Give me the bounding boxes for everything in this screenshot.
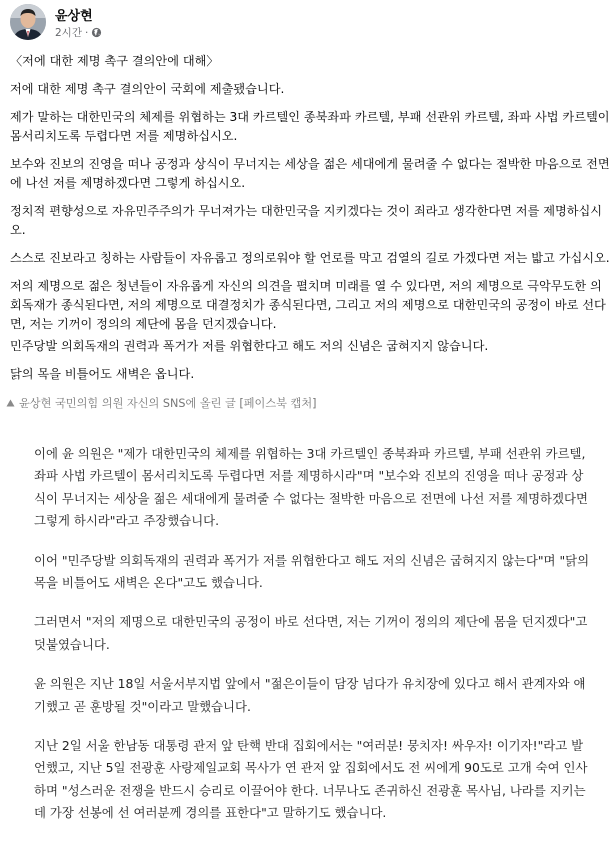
post-paragraph: 닭의 목을 비틀어도 새벽은 옵니다. [10,367,195,381]
post-author[interactable]: 윤상현 [55,9,93,24]
triangle-up-icon [6,399,15,407]
globe-icon[interactable] [91,27,102,38]
profile-photo-icon [10,4,46,40]
article-body [34,443,594,842]
post-paragraph: 저에 대한 제명 촉구 결의안이 국회에 제출됐습니다. [10,82,285,96]
caption-text: 윤상현 국민의힘 의원 자신의 SNS에 올린 글 [페이스북 캡처] [19,397,317,410]
post-paragraph: 〈저에 대한 제명 촉구 결의안에 대해〉 [10,54,219,68]
post-paragraph: 민주당발 의회독재의 권력과 폭거가 저를 위협한다고 해도 저의 신념은 굽혀지지 않습니다. [10,339,489,353]
post-paragraph: 스스로 진보라고 칭하는 사람들이 자유롭고 정의로워야 할 언로를 막고 검열의 길로 가겠다면 저는 밟고 가십시오. [10,251,610,265]
article-paragraph: 이어 "민주당발 의회독재의 권력과 폭거가 저를 위협한다고 해도 저의 신념은 굽혀지지 않는다"며 "닭의 목을 비틀어도 새벽은 온다"고도 했습니다. [34,552,590,591]
post-paragraph: 제가 말하는 대한민국의 체제를 위협하는 3대 카르텔인 종북좌파 카르텔, 부패 선관위 카르텔, 좌파 사법 카르텔이 몸서리치도록 두렵다면 저를 제명하십시오. [10,110,610,143]
post-paragraph: 보수와 진보의 진영을 떠나 공정과 상식이 무너지는 세상을 젊은 세대에게 물려줄 수 없다는 절박한 마음으로 전면에 나선 저를 제명하겠다면 그렇게 하십시오. [10,157,610,190]
meta-separator: · [84,26,89,39]
article-paragraph: 이에 윤 의원은 "제가 대한민국의 체제를 위협하는 3대 카르텔인 종북좌파 카르텔, 부패 선관위 카르텔, 좌파 사법 카르텔이 몸서리치도록 두렵다면 저를 제명하시라"며 "보수와 진보의 진영을 떠나 공정과 상식이 무너지는 세상을 젊은 세대에게 물려줄 수 없다는 절박한 마음으로 전면에 나선 저를 제명하겠다면 그렇게 하시라"라고 주장했습니다. [34,446,588,529]
post-meta [55,25,102,40]
post-paragraph: 저의 제명으로 젊은 청년들이 자유롭게 자신의 의견을 펼치며 미래를 열 수 있다면, 저의 제명으로 극악무도한 의회독재가 종식된다면, 저의 제명으로 대결정치가 종식된다면, 그리고 저의 제명으로 대한민국의 공정이 바로 선다면, 저는 기꺼이 정의의 제단에 몸을 던지겠습니다. [10,279,606,331]
facebook-post [0,0,616,395]
image-caption [0,392,616,414]
post-time[interactable]: 2시간 [55,27,82,39]
post-body [10,52,610,393]
article-paragraph: 지난 2일 서울 한남동 대통령 관저 앞 탄핵 반대 집회에서는 "여러분! 뭉치자! 싸우자! 이기자!"라고 발언했고, 지난 5일 전광훈 사랑제일교회 목사가 연 관저 앞 집회에서도 전 씨에게 90도로 고개 숙여 인사하며 "성스러운 전쟁을 반드시 승리로 이끌어야 한다. 너무나도 존귀하신 전광훈 목사님, 나라를 지키는데 가장 선봉에 선 여러분께 경의를 표한다"고 말하기도 했습니다. [34,738,588,821]
article-paragraph: 그러면서 "저의 제명으로 대한민국의 공정이 바로 선다면, 저는 기꺼이 정의의 제단에 몸을 던지겠다"고 덧붙였습니다. [34,614,588,652]
avatar[interactable] [10,4,46,40]
article-paragraph: 윤 의원은 지난 18일 서울서부지법 앞에서 "젊은이들이 담장 넘다가 유치장에 있다고 해서 관계자와 얘기했고 곧 훈방될 것"이라고 말했습니다. [34,676,586,714]
post-paragraph: 정치적 편향성으로 자유민주주의가 무너져가는 대한민국을 지키겠다는 것이 죄라고 생각한다면 저를 제명하십시오. [10,204,603,237]
